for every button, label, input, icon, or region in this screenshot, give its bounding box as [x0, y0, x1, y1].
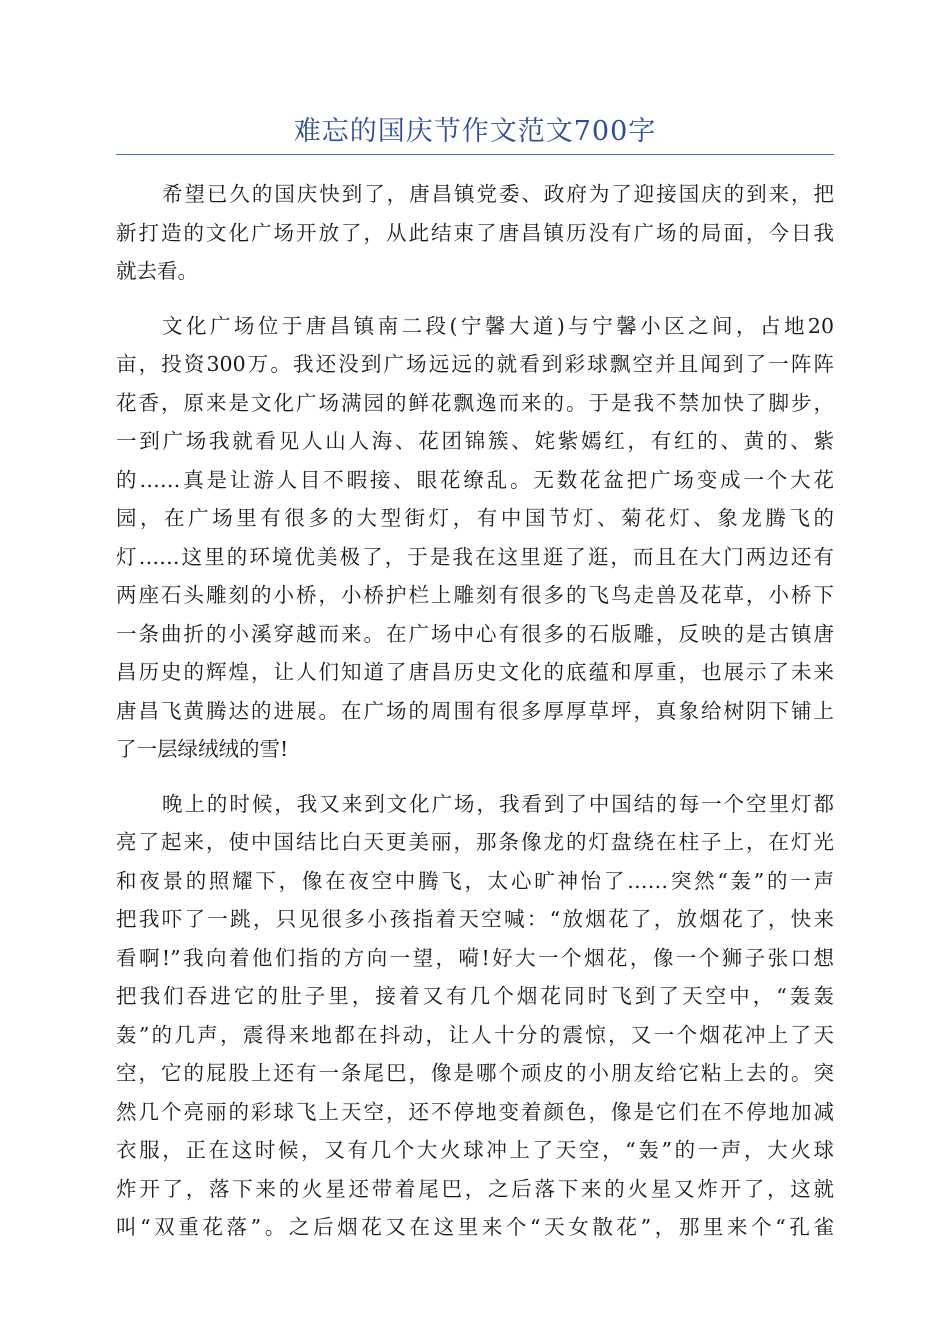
text-line: 两座石头雕刻的小桥，小桥护栏上雕刻有很多的飞鸟走兽及花草，小桥下	[116, 583, 834, 607]
text-line: 轰”的几声，震得来地都在抖动，让人十分的震惊，又一个烟花冲上了天	[116, 1022, 834, 1047]
text-line: 灯……这里的环境优美极了，于是我在这里逛了逛，而且在大门两边还有	[116, 544, 834, 569]
text-line: 唐昌飞黄腾达的进展。在广场的周围有很多厚厚草坪，真象给树阴下铺上	[116, 698, 834, 723]
paragraph-3	[116, 785, 834, 1247]
document-body	[116, 175, 834, 1263]
paragraph-1	[116, 175, 834, 291]
text-line: 就去看。	[116, 259, 198, 283]
text-line: 的……真是让游人目不暇接、眼花缭乱。无数花盆把广场变成一个大花	[116, 467, 834, 492]
text-line: 亩，投资300万。我还没到广场远远的就看到彩球飘空并且闻到了一阵阵	[116, 352, 834, 376]
text-line: 看啊!”我向着他们指的方向一望，嗬!好大一个烟花，像一个狮子张口想	[116, 945, 834, 970]
text-line: 炸开了，落下来的火星还带着尾巴，之后落下来的火星又炸开了，这就	[116, 1176, 834, 1201]
text-line: 一到广场我就看见人山人海、花团锦簇、姹紫嫣红，有红的、黄的、紫	[116, 429, 834, 453]
text-line: 空，它的屁股上还有一条尾巴，像是哪个顽皮的小朋友给它粘上去的。突	[116, 1061, 834, 1085]
text-line: 文化广场位于唐昌镇南二段(宁馨大道)与宁馨小区之间，占地20	[162, 313, 834, 338]
text-line: 然几个亮丽的彩球飞上天空，还不停地变着颜色，像是它们在不停地加减	[116, 1099, 834, 1124]
text-line: 衣服，正在这时候，又有几个大火球冲上了天空，“轰”的一声，大火球	[116, 1138, 834, 1162]
text-line: 希望已久的国庆快到了，唐昌镇党委、政府为了迎接国庆的到来，把	[162, 182, 834, 206]
text-line: 叫“双重花落”。之后烟花又在这里来个“天女散花”，那里来个“孔雀	[116, 1215, 834, 1239]
text-line: 晚上的时候，我又来到文化广场，我看到了中国结的每一个空里灯都	[162, 791, 834, 816]
text-line: 一条曲折的小溪穿越而来。在广场中心有很多的石版雕，反映的是古镇唐	[116, 621, 834, 646]
text-line: 昌历史的辉煌，让人们知道了唐昌历史文化的底蕴和厚重，也展示了未来	[116, 660, 834, 684]
text-line: 花香，原来是文化广场满园的鲜花飘逸而来的。于是我不禁加快了脚步，	[116, 390, 834, 415]
text-line: 新打造的文化广场开放了，从此结束了唐昌镇历没有广场的局面，今日我	[116, 220, 834, 245]
text-line: 亮了起来，使中国结比白天更美丽，那条像龙的灯盘绕在柱子上，在灯光	[116, 830, 834, 854]
text-line: 了一层绿绒绒的雪!	[116, 737, 289, 761]
paragraph-2	[116, 307, 834, 769]
document-title: 难忘的国庆节作文范文700字	[293, 116, 657, 147]
text-line: 园，在广场里有很多的大型街灯，有中国节灯、菊花灯、象龙腾飞的	[116, 506, 834, 530]
text-line: 把我吓了一跳，只见很多小孩指着天空喊：“放烟花了，放烟花了，快来	[116, 907, 834, 931]
text-line: 和夜景的照耀下，像在夜空中腾飞，太心旷神怡了……突然“轰”的一声	[116, 868, 834, 893]
text-line: 把我们吞进它的肚子里，接着又有几个烟花同时飞到了天空中，“轰轰	[116, 984, 834, 1008]
title-underline	[116, 154, 834, 155]
